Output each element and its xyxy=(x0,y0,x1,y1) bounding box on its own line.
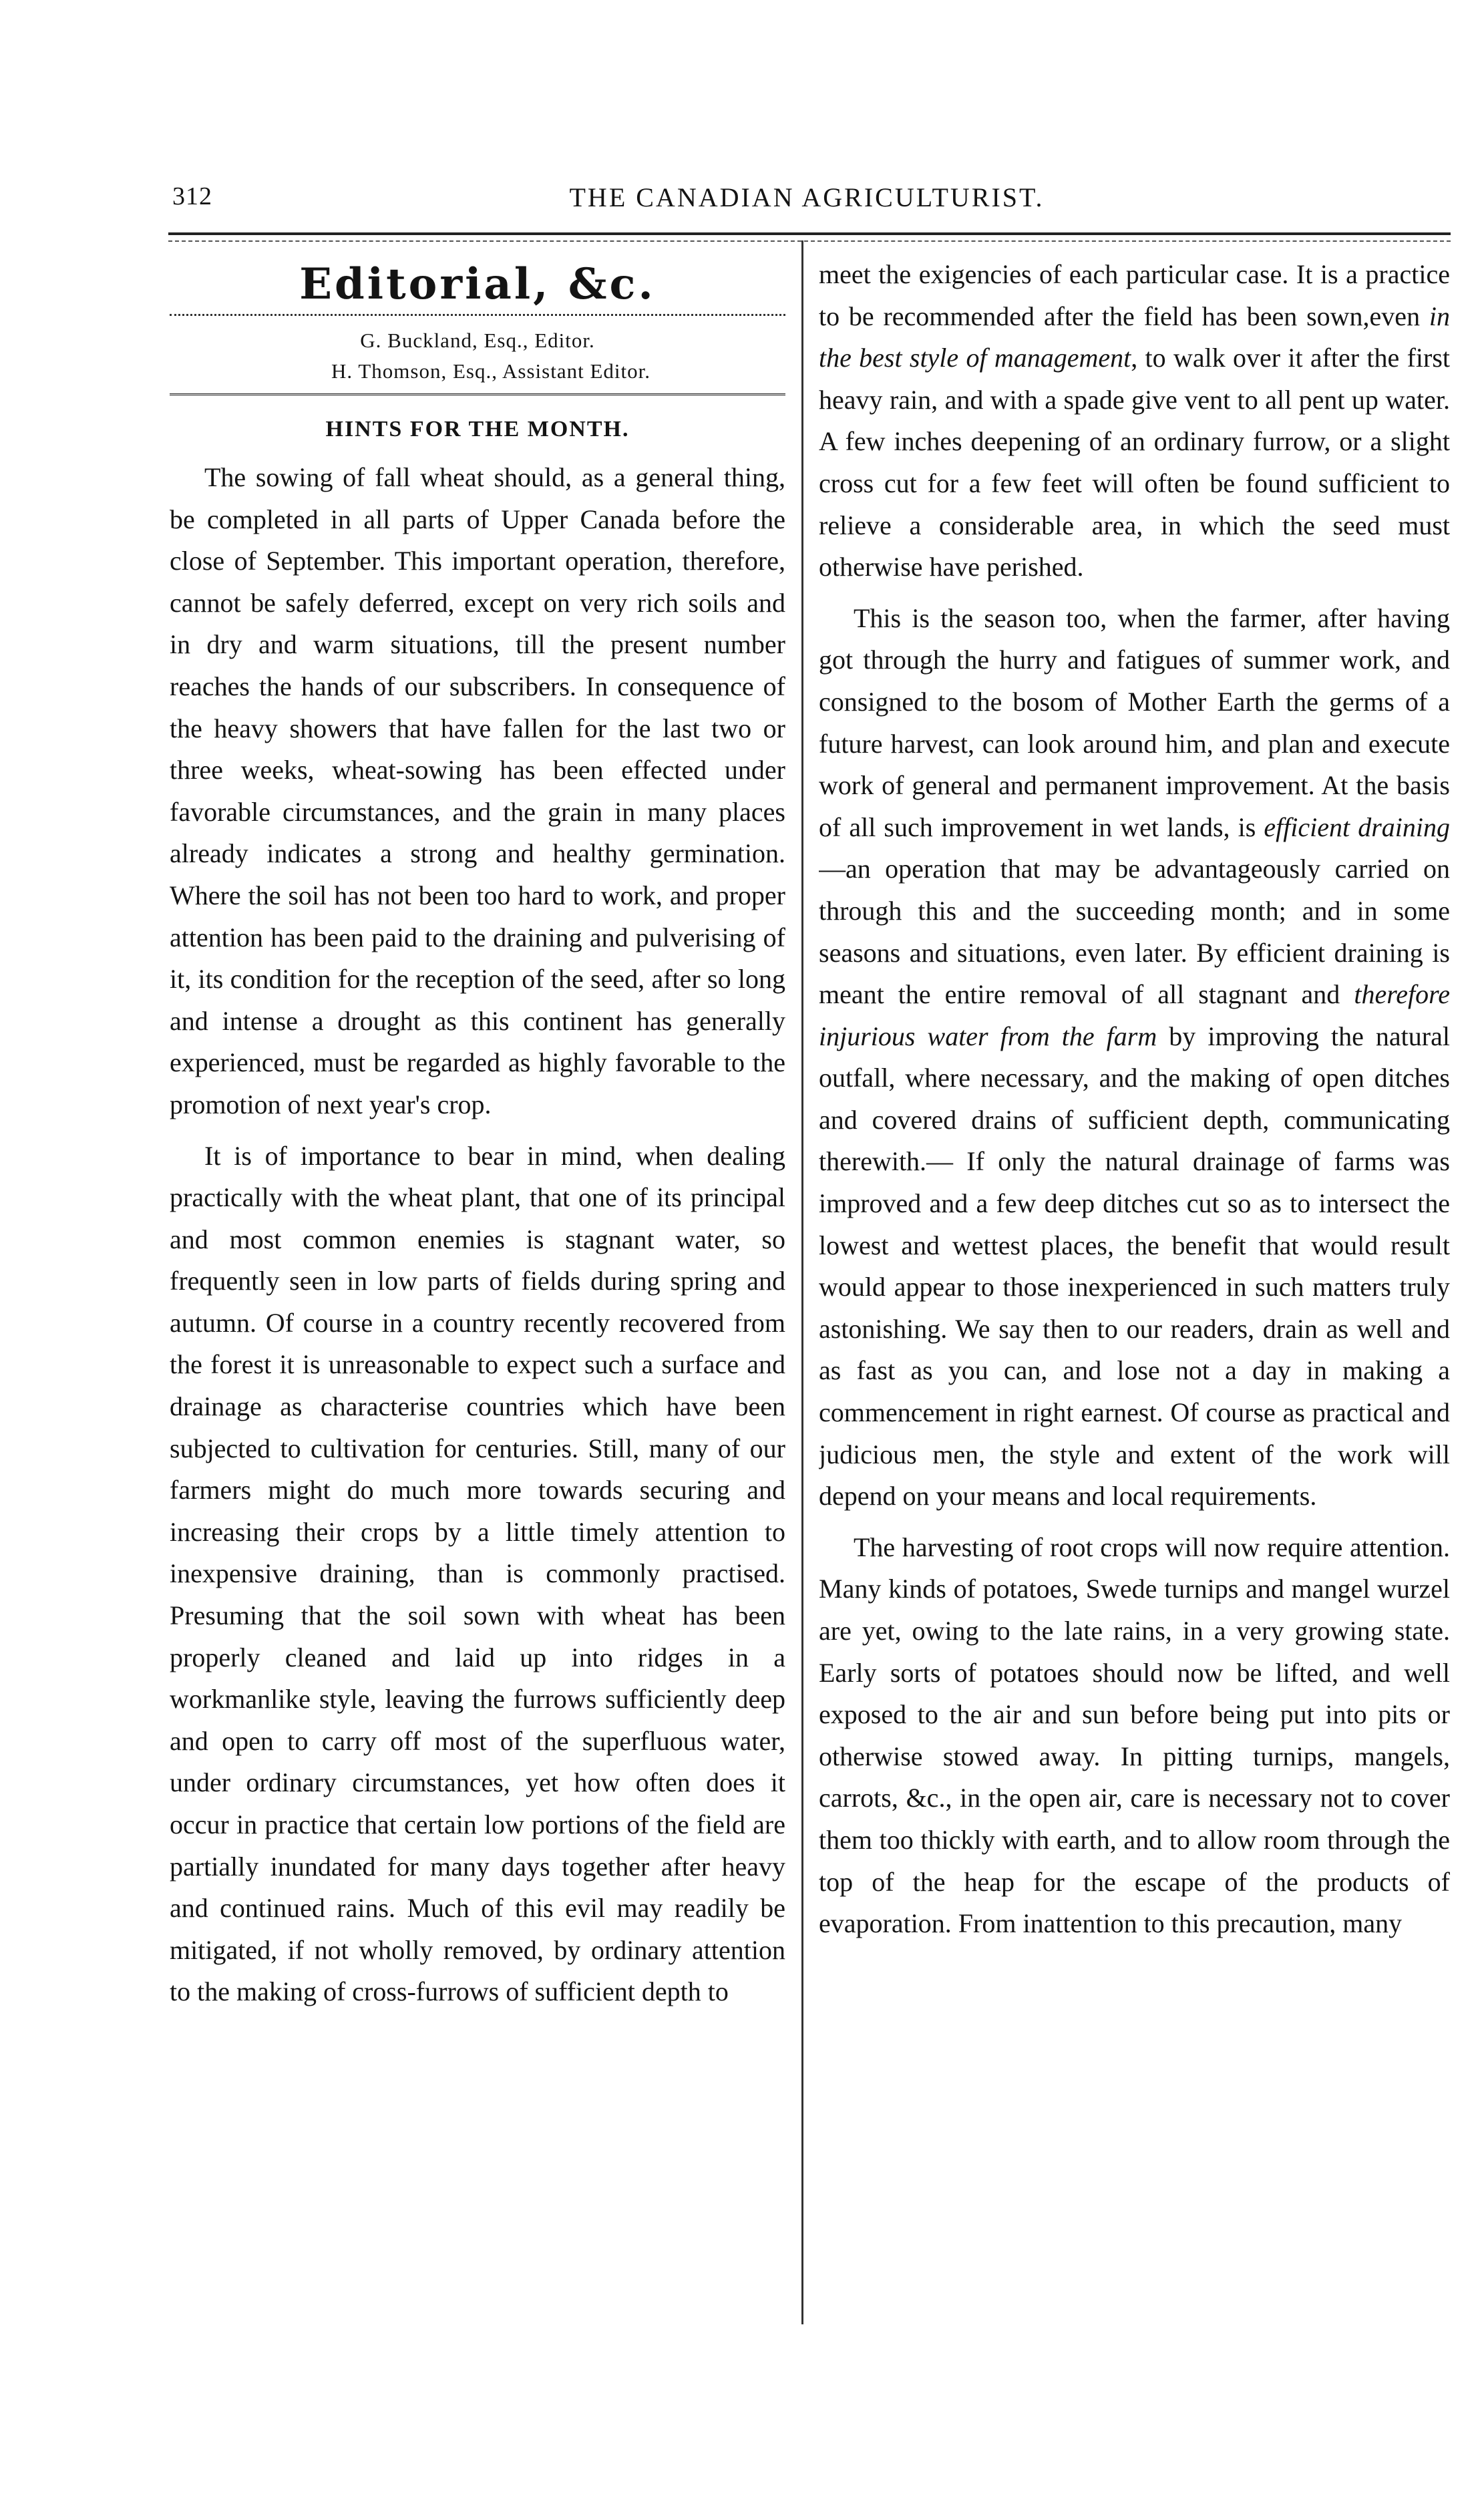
masthead-rule xyxy=(170,314,785,316)
article-title: HINTS FOR THE MONTH. xyxy=(325,417,630,441)
text-run: This is the season too, when the farmer, after having got through the hurry and fatigues of summer work, and consigned to the bosom of Mother Earth the germs of a future harvest, can look around him, and plan and execute work of general and permanent improvement. At the basis of all such improvement in wet lands, is xyxy=(819,602,1450,842)
text-run: by improving the natural outfall, where necessary, and the making of open ditches and covered drains of sufficient depth, communicating therewith.— If only the natural drainage of farms was improved and a few deep ditches cut so as to intersect the lowest and wettest places, the benefit that would result would appear to those inexperienced in such matters truly astonishing. We say then to our readers, drain as well and as fast as you can, and lose not a day in making a commencement in right earnest. Of course as practical and judicious men, the style and extent of the work will depend on your means and local requirements. xyxy=(819,1021,1450,1511)
column-divider xyxy=(801,240,803,2324)
header-rule-dashed xyxy=(168,240,1451,242)
text-run: meet the exigencies of each particular case. It is a practice to be recommended after the field has been sown,even xyxy=(819,259,1450,331)
masthead-double-rule xyxy=(170,393,785,399)
header-rule xyxy=(168,232,1451,235)
right-column xyxy=(819,254,1450,2344)
section-heading: Editorial, &c. xyxy=(299,259,656,309)
journal-title: THE CANADIAN AGRICULTURIST. xyxy=(569,182,1045,212)
italic-run: therefore injurious water from the farm xyxy=(819,979,1450,1051)
left-column xyxy=(170,254,785,2344)
paragraph-3 xyxy=(819,598,1450,1518)
italic-run: efficient draining xyxy=(1264,812,1450,842)
paragraph-2: It is of importance to bear in mind, when dealing practically with the wheat plant, that one of its principal and most common enemies is stagnant water, so frequently seen in low parts of fields during spring and autumn. Of course in a country recently recovered from the forest it is unreasonable to expect such a surface and drainage as characterise countries which have been subjected to cultivation for centuries. Still, many of our farmers might do much more towards securing and increasing their crops by a little timely attention to inexpensive draining, than is commonly practised. Presuming that the soil sown with wheat has been properly cleaned and laid up into ridges in a workmanlike style, leaving the furrows sufficiently deep and open to carry off most of the superfluous water, under ordinary circumstances, yet how often does it occur in practice that certain low portions of the field are partially inundated for many days together after heavy and continued rains. Much of this evil may readily be mitigated, if not wholly removed, by ordinary attention to the making of cross-furrows of sufficient depth to xyxy=(170,1140,785,2007)
editorial-masthead xyxy=(170,258,785,399)
paragraph-1: The sowing of fall wheat should, as a general thing, be completed in all parts of Upper Canada before the close of September. This important operation, therefore, cannot be safely deferred, except on very rich soils and in dry and warm situations, till the present number reaches the hands of our subscribers. In consequence of the heavy showers that have fallen for the last two or three weeks, wheat-sowing has been effected under favorable circumstances, and the grain in many places already indicates a strong and healthy germination. Where the soil has not been too hard to work, and proper attention has been paid to the draining and pulverising of it, its condition for the reception of the seed, after so long and intense a drought as this continent has generally experienced, must be regarded as highly favorable to the promotion of next year's crop. xyxy=(170,462,785,1119)
paragraph-4: The harvesting of root crops will now require attention. Many kinds of potatoes, Swede turnips and mangel wurzel are yet, owing to the late rains, in a very growing state. Early sorts of potatoes should now be lifted, and well exposed to the air and sun before being put into pits or otherwise stowed away. In pitting turnips, mangels, carrots, &c., in the open air, care is necessary not to cover them too thickly with earth, and to allow room through the top of the heap for the escape of the products of evaporation. From inattention to this precaution, many xyxy=(819,1532,1450,1939)
text-run: —an operation that may be advantageously carried on through this and the succeeding month; and in some seasons and situations, even later. By efficient draining is meant the entire removal of all stagnant and xyxy=(819,854,1450,1010)
paragraph-2-continued xyxy=(819,254,1450,588)
page-number: 312 xyxy=(172,182,212,210)
editor-credit: G. Buckland, Esq., Editor. xyxy=(360,329,595,352)
text-run: , to walk over it after the first heavy rain, and with a spade give vent to all pent up water. A few inches deepening of an ordinary furrow, or a slight cross cut for a few feet will often be found sufficient to relieve a considerable area, in which the seed must otherwise have perished. xyxy=(819,343,1450,582)
assistant-editor-credit: H. Thomson, Esq., Assistant Editor. xyxy=(331,359,651,383)
running-header xyxy=(172,182,1441,222)
italic-run: in the best style of management xyxy=(819,301,1450,373)
